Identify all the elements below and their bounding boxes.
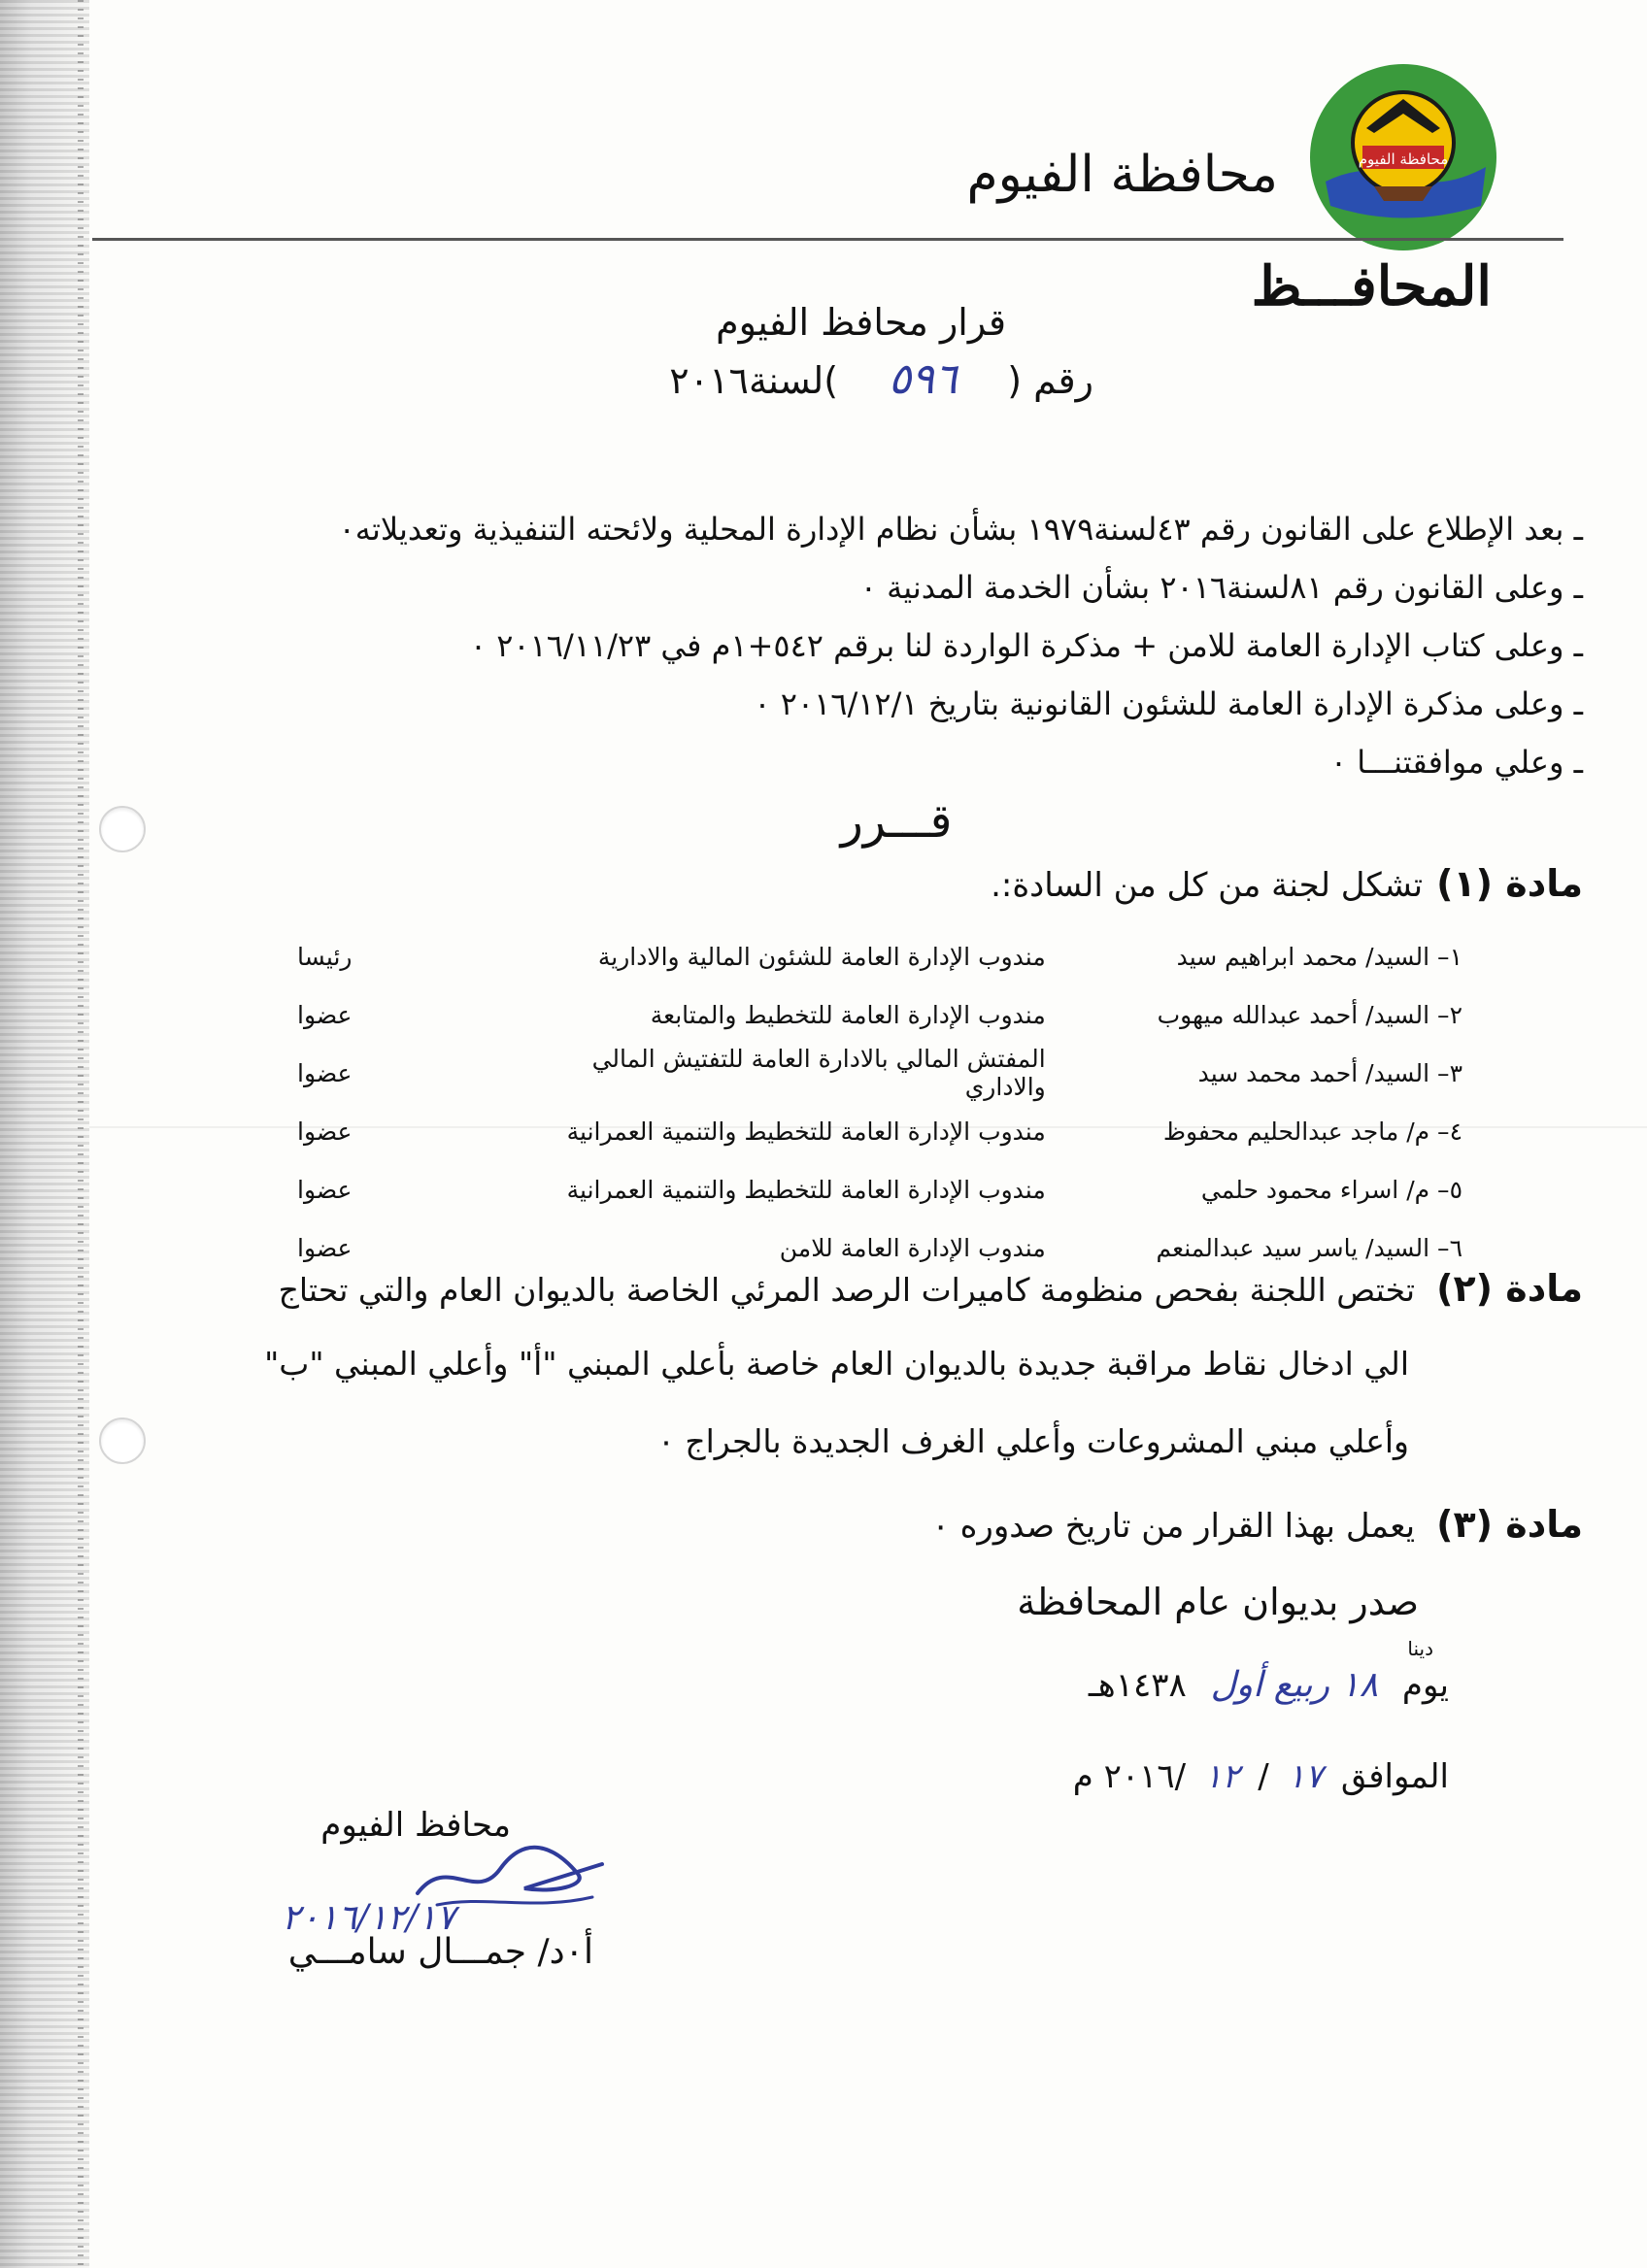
punch-hole-bottom	[99, 1418, 146, 1464]
governor-name: أ٠د/ جمـــال سامـــي	[287, 1932, 593, 1972]
header-divider	[92, 238, 1563, 241]
typist-initials: دينا	[1407, 1637, 1433, 1660]
day-label: يوم	[1401, 1666, 1449, 1705]
preamble-item: ـ وعلى كتاب الإدارة العامة للامن + مذكرة الواردة لنا برقم ٥٤٢+١م في ٢٠١٦/١١/٢٣ ٠	[107, 617, 1583, 675]
governorate-name: محافظة الفيوم	[966, 146, 1278, 204]
hijri-date	[1089, 1665, 1449, 1705]
member-row	[268, 927, 1462, 985]
member-name: ٦– السيد/ ياسر سيد عبدالمنعم	[1046, 1234, 1462, 1262]
member-row	[268, 1102, 1462, 1160]
decree-title: قرار محافظ الفيوم	[716, 301, 1006, 344]
member-name: ١– السيد/ محمد ابراهيم سيد	[1046, 943, 1462, 971]
logo-text: محافظة الفيوم	[1358, 150, 1449, 168]
member-position: عضوا	[297, 1233, 353, 1262]
corresponding-label: الموافق	[1340, 1757, 1449, 1796]
article-2-line-2: الي ادخال نقاط مراقبة جديدة بالديوان العام خاصة بأعلي المبني "أ" وأعلي المبني "ب"	[264, 1345, 1409, 1383]
member-position: رئيسا	[297, 942, 353, 971]
member-role: مندوب الإدارة العامة للتخطيط والمتابعة	[650, 1000, 1046, 1029]
member-role: مندوب الإدارة العامة للتخطيط والتنمية العمرانية	[566, 1117, 1046, 1146]
member-row	[268, 1160, 1462, 1218]
article-3-text: يعمل بهذا القرار من تاريخ صدوره ٠	[931, 1507, 1416, 1546]
gregorian-date: الموافق ١٧ / ١٢ /٢٠١٦ م	[1072, 1757, 1449, 1796]
decided-heading: قـــرر	[840, 794, 953, 849]
issued-at: صدر بديوان عام المحافظة	[1017, 1581, 1419, 1623]
decree-number-suffix: )لسنة٢٠١٦	[669, 359, 839, 402]
member-name: ٥– م/ اسراء محمود حلمي	[1046, 1176, 1462, 1204]
decree-number-handwritten: ٥٩٦	[888, 354, 958, 404]
member-name: ٢– السيد/ أحمد عبدالله ميهوب	[1046, 1001, 1462, 1029]
governor-title: محافظ الفيوم	[320, 1806, 511, 1845]
signature-date-handwritten: ٢٠١٦/١٢/١٧	[282, 1898, 455, 1938]
preamble-item: ـ وعلى القانون رقم ٨١لسنة٢٠١٦ بشأن الخدمة المدنية ٠	[107, 558, 1583, 617]
preamble-item: ـ بعد الإطلاع على القانون رقم ٤٣لسنة١٩٧٩ بشأن نظام الإدارة المحلية ولائحته التنفيذية وتعديلاته٠	[107, 500, 1583, 558]
member-position: عضوا	[297, 1175, 353, 1204]
member-row	[268, 985, 1462, 1044]
hijri-day-handwritten: ١٨ ربيع أول	[1210, 1665, 1379, 1705]
governorate-logo	[1306, 60, 1500, 254]
article-1	[991, 862, 1583, 905]
member-position: عضوا	[297, 1058, 353, 1087]
article-2-label: مادة (٢)	[1436, 1267, 1583, 1310]
member-role: مندوب الإدارة العامة للتخطيط والتنمية العمرانية	[566, 1175, 1046, 1204]
member-name: ٣– السيد/ أحمد محمد سيد	[1046, 1059, 1462, 1087]
preamble-list	[107, 500, 1583, 791]
gregorian-day-handwritten: ١٧	[1287, 1757, 1324, 1796]
article-1-text: تشكل لجنة من كل من السادة:.	[991, 866, 1424, 905]
member-role: مندوب الإدارة العامة للشئون المالية والادارية	[597, 942, 1046, 971]
preamble-item: ـ وعلي موافقتنـــا ٠	[107, 733, 1583, 791]
member-position: عضوا	[297, 1117, 353, 1146]
committee-members	[268, 927, 1462, 1277]
article-3	[932, 1503, 1583, 1546]
article-2-line-3: وأعلي مبني المشروعات وأعلي الغرف الجديدة بالجراج ٠	[657, 1422, 1409, 1460]
member-role: مندوب الإدارة العامة للامن	[779, 1233, 1046, 1262]
gregorian-year: /٢٠١٦ م	[1072, 1757, 1187, 1796]
member-name: ٤– م/ ماجد عبدالحليم محفوظ	[1046, 1117, 1462, 1146]
article-1-label: مادة (١)	[1436, 862, 1583, 905]
preamble-item: ـ وعلى مذكرة الإدارة العامة للشئون القانونية بتاريخ ٢٠١٦/١٢/١ ٠	[107, 675, 1583, 733]
decree-number	[669, 354, 1093, 404]
article-2	[279, 1267, 1583, 1310]
article-2-line-1: تختص اللجنة بفحص منظومة كاميرات الرصد المرئي الخاصة بالديوان العام والتي تحتاج	[278, 1271, 1416, 1309]
decree-number-prefix: رقم (	[1007, 359, 1093, 402]
member-role: المفتش المالي بالادارة العامة للتفتيش المالي والاداري	[591, 1045, 1046, 1101]
office-title: المحافـــظ	[1251, 254, 1492, 318]
article-3-label: مادة (٣)	[1436, 1503, 1583, 1546]
scanner-edge	[0, 0, 89, 2268]
logo-waterwheel	[1374, 186, 1432, 201]
hijri-year: ١٤٣٨هـ	[1088, 1666, 1187, 1705]
member-row	[268, 1044, 1462, 1102]
member-position: عضوا	[297, 1000, 353, 1029]
gregorian-month-handwritten: ١٢	[1203, 1757, 1240, 1796]
